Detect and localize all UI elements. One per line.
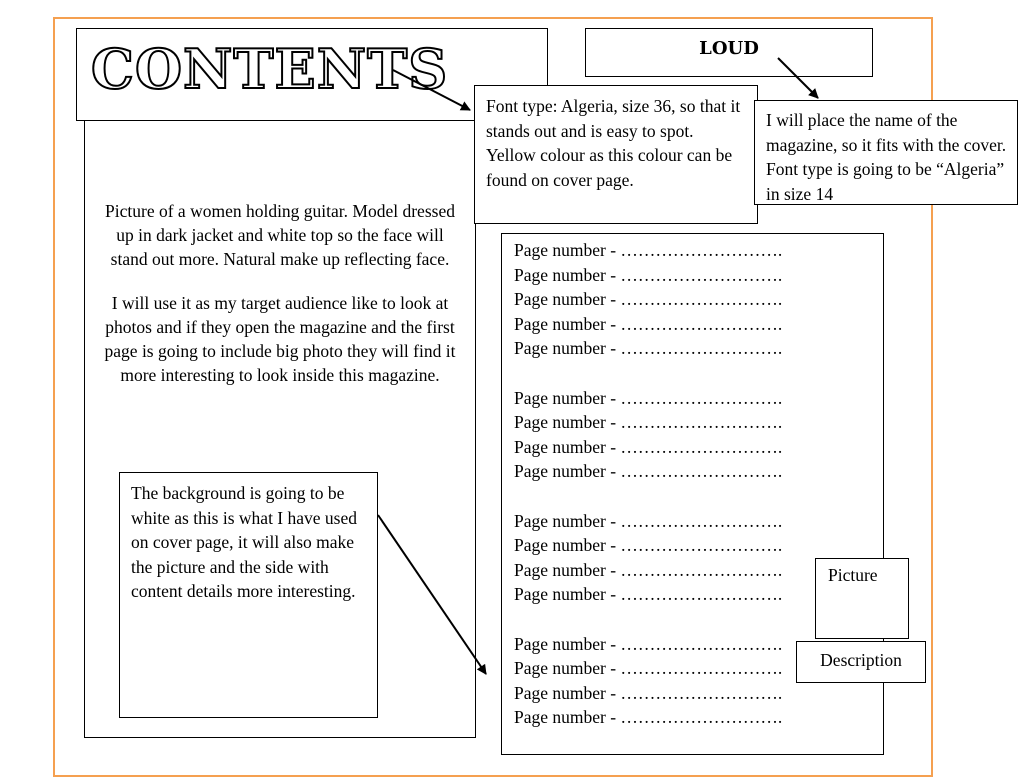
page-number-row: Page number - ……………………….	[514, 240, 783, 260]
page-number-row: Page number - ……………………….	[514, 461, 783, 482]
page-number-row: Page number - ……………………….	[514, 535, 783, 556]
font-note: Font type: Algeria, size 36, so that it stands out and is easy to spot. Yellow colour as this colour can be found on cover page.	[486, 96, 741, 190]
background-arrow	[378, 515, 486, 674]
picture-label: Picture	[828, 565, 878, 585]
page-number-row: Page number - ……………………….	[514, 682, 783, 703]
page-number-row: Page number - ……………………….	[514, 707, 783, 728]
page-title: CONTENTS	[91, 37, 449, 101]
picture-note-2: I will use it as my target audience like to look at photos and if they open the magazine and the first page is going to include big photo they will find it more interesting to look inside this magazine.	[104, 293, 456, 385]
title-arrow	[393, 70, 470, 110]
page-number-row: Page number - ……………………….	[514, 559, 783, 580]
page-number-row: Page number - ……………………….	[514, 289, 783, 310]
page-number-row: Page number - ……………………….	[514, 510, 783, 531]
description-label: Description	[820, 650, 902, 670]
page-number-row: Page number - ……………………….	[514, 264, 783, 285]
picture-note-1: Picture of a women holding guitar. Model dressed up in dark jacket and white top so the face will stand out more. Natural make up reflecting face.	[105, 201, 455, 269]
page-number-row: Page number - ……………………….	[514, 338, 783, 359]
page-number-row: Page number - ……………………….	[514, 387, 783, 408]
page-number-row: Page number - ……………………….	[514, 313, 783, 334]
page-number-row: Page number - ……………………….	[514, 412, 783, 433]
background-note: The background is going to be white as this is what I have used on cover page, it will also make the picture and the side with content details more interesting.	[131, 483, 357, 601]
page-number-row: Page number - ……………………….	[514, 658, 783, 679]
magazine-name: LOUD	[699, 38, 759, 59]
name-arrow	[778, 58, 818, 98]
page-number-row: Page number - ……………………….	[514, 436, 783, 457]
page-number-row: Page number - ……………………….	[514, 584, 783, 605]
name-note: I will place the name of the magazine, so it fits with the cover. Font type is going to be “Algeria” in size 14	[766, 110, 1007, 204]
page-number-row: Page number - ……………………….	[514, 633, 783, 654]
